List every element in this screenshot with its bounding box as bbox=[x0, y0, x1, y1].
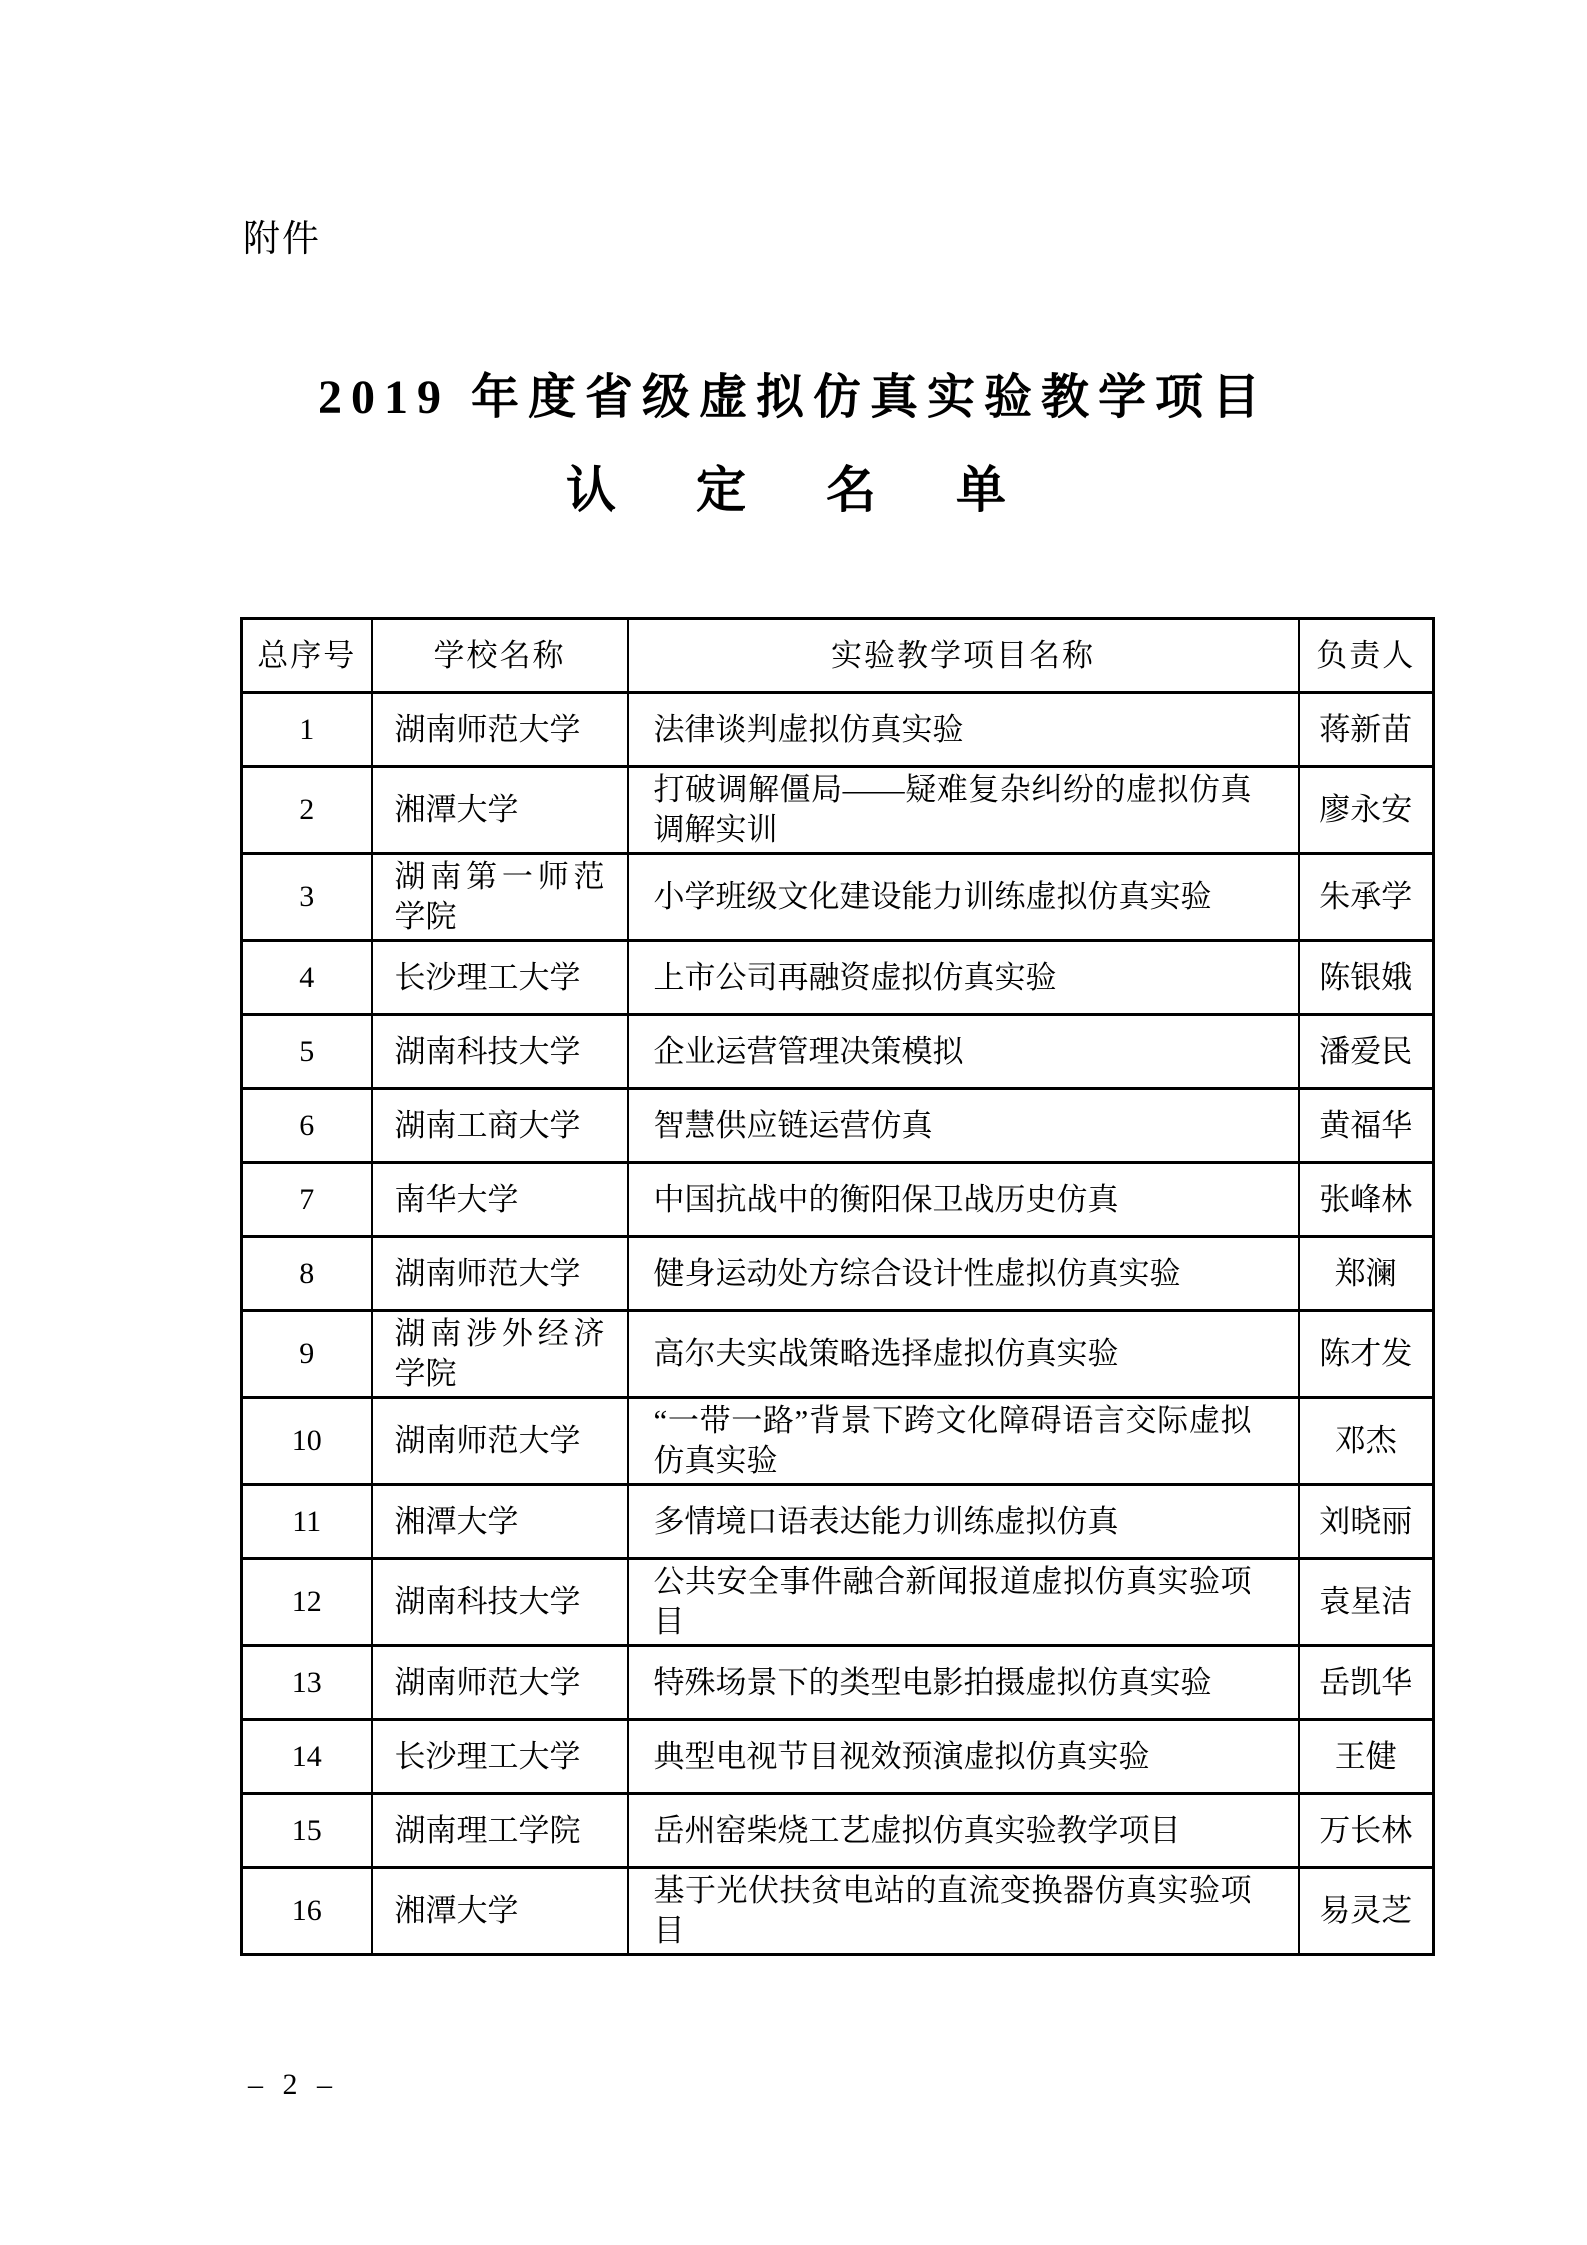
table-row bbox=[242, 1311, 1434, 1398]
cell-project-name: 典型电视节目视效预演虚拟仿真实验 bbox=[628, 1720, 1299, 1794]
cell-project-name: 企业运营管理决策模拟 bbox=[628, 1015, 1299, 1089]
cell-leader: 邓杰 bbox=[1299, 1398, 1434, 1485]
cell-project-name: 健身运动处方综合设计性虚拟仿真实验 bbox=[628, 1237, 1299, 1311]
cell-school-name: 湘潭大学 bbox=[372, 1485, 628, 1559]
cell-project-name: “一带一路”背景下跨文化障碍语言交际虚拟仿真实验 bbox=[628, 1398, 1299, 1485]
cell-serial-number: 9 bbox=[242, 1311, 372, 1398]
cell-school-name: 长沙理工大学 bbox=[372, 941, 628, 1015]
header-leader: 负责人 bbox=[1299, 619, 1434, 693]
table-row bbox=[242, 1868, 1434, 1955]
cell-serial-number: 14 bbox=[242, 1720, 372, 1794]
table-row bbox=[242, 1237, 1434, 1311]
cell-school-name: 湖南师范大学 bbox=[372, 1398, 628, 1485]
cell-leader: 王健 bbox=[1299, 1720, 1434, 1794]
cell-leader: 岳凯华 bbox=[1299, 1646, 1434, 1720]
cell-project-name: 基于光伏扶贫电站的直流变换器仿真实验项目 bbox=[628, 1868, 1299, 1955]
cell-serial-number: 4 bbox=[242, 941, 372, 1015]
cell-serial-number: 16 bbox=[242, 1868, 372, 1955]
cell-school-name: 湖南涉外经济学院 bbox=[372, 1311, 628, 1398]
cell-leader: 黄福华 bbox=[1299, 1089, 1434, 1163]
table-row bbox=[242, 1163, 1434, 1237]
cell-serial-number: 1 bbox=[242, 693, 372, 767]
cell-project-name: 小学班级文化建设能力训练虚拟仿真实验 bbox=[628, 854, 1299, 941]
cell-school-name: 湖南科技大学 bbox=[372, 1015, 628, 1089]
cell-serial-number: 15 bbox=[242, 1794, 372, 1868]
cell-serial-number: 13 bbox=[242, 1646, 372, 1720]
cell-serial-number: 5 bbox=[242, 1015, 372, 1089]
table-row bbox=[242, 1485, 1434, 1559]
cell-serial-number: 6 bbox=[242, 1089, 372, 1163]
table-row bbox=[242, 854, 1434, 941]
cell-project-name: 高尔夫实战策略选择虚拟仿真实验 bbox=[628, 1311, 1299, 1398]
cell-serial-number: 7 bbox=[242, 1163, 372, 1237]
cell-project-name: 特殊场景下的类型电影拍摄虚拟仿真实验 bbox=[628, 1646, 1299, 1720]
cell-leader: 易灵芝 bbox=[1299, 1868, 1434, 1955]
cell-project-name: 上市公司再融资虚拟仿真实验 bbox=[628, 941, 1299, 1015]
header-school-name: 学校名称 bbox=[372, 619, 628, 693]
table-body bbox=[242, 693, 1434, 1955]
cell-project-name: 法律谈判虚拟仿真实验 bbox=[628, 693, 1299, 767]
cell-leader: 刘晓丽 bbox=[1299, 1485, 1434, 1559]
cell-leader: 潘爱民 bbox=[1299, 1015, 1434, 1089]
table-row bbox=[242, 1398, 1434, 1485]
cell-serial-number: 10 bbox=[242, 1398, 372, 1485]
cell-school-name: 长沙理工大学 bbox=[372, 1720, 628, 1794]
cell-leader: 陈才发 bbox=[1299, 1311, 1434, 1398]
header-serial-number: 总序号 bbox=[242, 619, 372, 693]
header-project-name: 实验教学项目名称 bbox=[628, 619, 1299, 693]
cell-leader: 郑澜 bbox=[1299, 1237, 1434, 1311]
table-row bbox=[242, 693, 1434, 767]
cell-school-name: 南华大学 bbox=[372, 1163, 628, 1237]
cell-serial-number: 2 bbox=[242, 767, 372, 854]
table-row bbox=[242, 1559, 1434, 1646]
cell-serial-number: 3 bbox=[242, 854, 372, 941]
cell-school-name: 湖南科技大学 bbox=[372, 1559, 628, 1646]
attachment-label: 附件 bbox=[243, 219, 321, 260]
cell-leader: 蒋新苗 bbox=[1299, 693, 1434, 767]
table-row bbox=[242, 1015, 1434, 1089]
cell-school-name: 湖南师范大学 bbox=[372, 693, 628, 767]
cell-serial-number: 12 bbox=[242, 1559, 372, 1646]
cell-school-name: 湘潭大学 bbox=[372, 767, 628, 854]
cell-project-name: 多情境口语表达能力训练虚拟仿真 bbox=[628, 1485, 1299, 1559]
cell-school-name: 湘潭大学 bbox=[372, 1868, 628, 1955]
page-number: – 2 – bbox=[248, 2068, 338, 2101]
document-title-line1: 2019 年度省级虚拟仿真实验教学项目 bbox=[317, 371, 1269, 424]
cell-project-name: 打破调解僵局——疑难复杂纠纷的虚拟仿真调解实训 bbox=[628, 767, 1299, 854]
table-row bbox=[242, 1646, 1434, 1720]
recognition-list-table bbox=[240, 617, 1435, 1956]
table-row bbox=[242, 1720, 1434, 1794]
cell-project-name: 岳州窑柴烧工艺虚拟仿真实验教学项目 bbox=[628, 1794, 1299, 1868]
table-row bbox=[242, 767, 1434, 854]
table-row bbox=[242, 1089, 1434, 1163]
cell-leader: 陈银娥 bbox=[1299, 941, 1434, 1015]
table-row bbox=[242, 1794, 1434, 1868]
cell-school-name: 湖南工商大学 bbox=[372, 1089, 628, 1163]
document-title-line2: 认 定 名 单 bbox=[566, 462, 1021, 518]
cell-project-name: 智慧供应链运营仿真 bbox=[628, 1089, 1299, 1163]
cell-project-name: 中国抗战中的衡阳保卫战历史仿真 bbox=[628, 1163, 1299, 1237]
cell-school-name: 湖南理工学院 bbox=[372, 1794, 628, 1868]
cell-leader: 廖永安 bbox=[1299, 767, 1434, 854]
cell-leader: 袁星洁 bbox=[1299, 1559, 1434, 1646]
cell-leader: 万长林 bbox=[1299, 1794, 1434, 1868]
table-header-row bbox=[242, 619, 1434, 693]
cell-leader: 朱承学 bbox=[1299, 854, 1434, 941]
cell-school-name: 湖南第一师范学院 bbox=[372, 854, 628, 941]
cell-leader: 张峰林 bbox=[1299, 1163, 1434, 1237]
cell-serial-number: 8 bbox=[242, 1237, 372, 1311]
cell-serial-number: 11 bbox=[242, 1485, 372, 1559]
cell-school-name: 湖南师范大学 bbox=[372, 1646, 628, 1720]
cell-school-name: 湖南师范大学 bbox=[372, 1237, 628, 1311]
cell-project-name: 公共安全事件融合新闻报道虚拟仿真实验项目 bbox=[628, 1559, 1299, 1646]
table-row bbox=[242, 941, 1434, 1015]
